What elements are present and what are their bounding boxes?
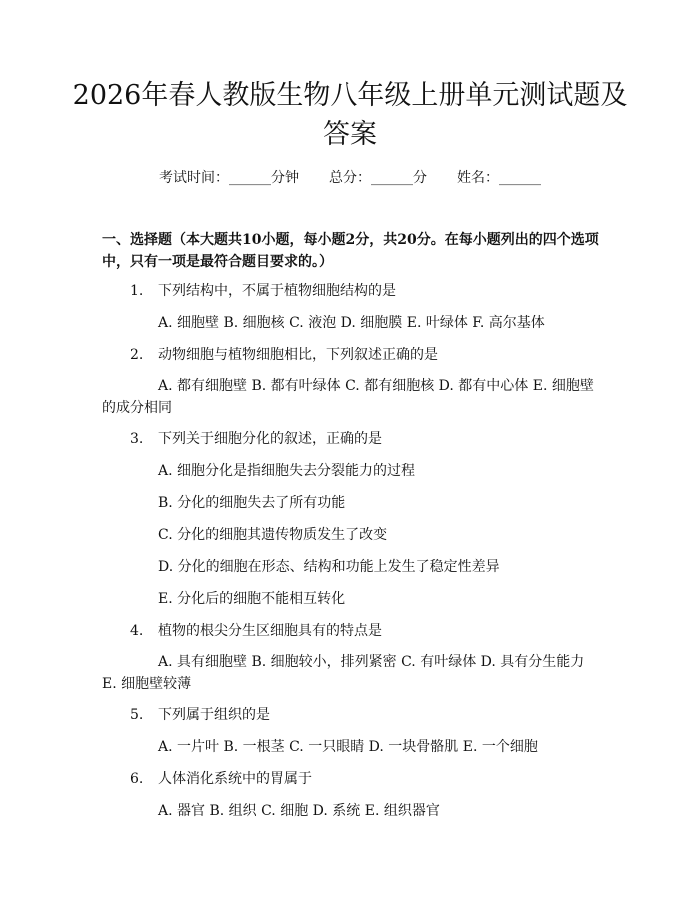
question-stem xyxy=(130,769,600,789)
question-number: 5. xyxy=(130,707,144,723)
question-options: A. 器官 B. 组织 C. 细胞 D. 系统 E. 组织器官 xyxy=(158,803,440,819)
question-option: B. 分化的细胞失去了所有功能 xyxy=(158,495,346,511)
exam-time-field: 考试时间：______分钟 xyxy=(159,170,299,186)
question-text: 动物细胞与植物细胞相比，下列叙述正确的是 xyxy=(158,347,438,363)
question-text: 人体消化系统中的胃属于 xyxy=(158,771,312,787)
question-number: 6. xyxy=(130,771,144,787)
question-options: A. 都有细胞壁 B. 都有叶绿体 C. 都有细胞核 D. 都有中心体 E. 细胞壁的成分相同 xyxy=(102,378,594,416)
question-number: 4. xyxy=(130,623,144,639)
question-option: A. 细胞分化是指细胞失去分裂能力的过程 xyxy=(158,463,416,479)
question-text: 下列属于组织的是 xyxy=(158,707,270,723)
question-text: 下列关于细胞分化的叙述，正确的是 xyxy=(158,431,382,447)
question-number: 1. xyxy=(130,283,144,299)
name-field: 姓名：______ xyxy=(457,170,541,186)
question-stem xyxy=(130,281,600,301)
question-options: A. 一片叶 B. 一根茎 C. 一只眼睛 D. 一块骨骼肌 E. 一个细胞 xyxy=(158,739,538,755)
question-stem xyxy=(130,621,600,641)
question-text: 植物的根尖分生区细胞具有的特点是 xyxy=(158,623,382,639)
question-stem xyxy=(130,429,600,449)
question-stem xyxy=(130,705,600,725)
document-title: 2026年春人教版生物八年级上册单元测试题及答案 xyxy=(72,80,628,150)
question-stem xyxy=(130,345,600,365)
total-score-field: 总分：______分 xyxy=(329,170,427,186)
question-text: 下列结构中，不属于植物细胞结构的是 xyxy=(158,283,396,299)
question-number: 3. xyxy=(130,431,144,447)
question-option: C. 分化的细胞其遗传物质发生了改变 xyxy=(158,527,388,543)
question-options: A. 细胞壁 B. 细胞核 C. 液泡 D. 细胞膜 E. 叶绿体 F. 高尔基体 xyxy=(158,315,545,331)
section-heading: 一、选择题（本大题共10小题，每小题2分，共20分。在每小题列出的四个选项中，只有一项是最符合题目要求的。） xyxy=(102,232,599,270)
exam-meta-line xyxy=(0,168,700,188)
question-option: D. 分化的细胞在形态、结构和功能上发生了稳定性差异 xyxy=(158,559,500,575)
question-number: 2. xyxy=(130,347,144,363)
question-option: E. 分化后的细胞不能相互转化 xyxy=(158,591,346,607)
question-options: A. 具有细胞壁 B. 细胞较小，排列紧密 C. 有叶绿体 D. 具有分生能力 E. 细胞壁较薄 xyxy=(102,654,585,692)
